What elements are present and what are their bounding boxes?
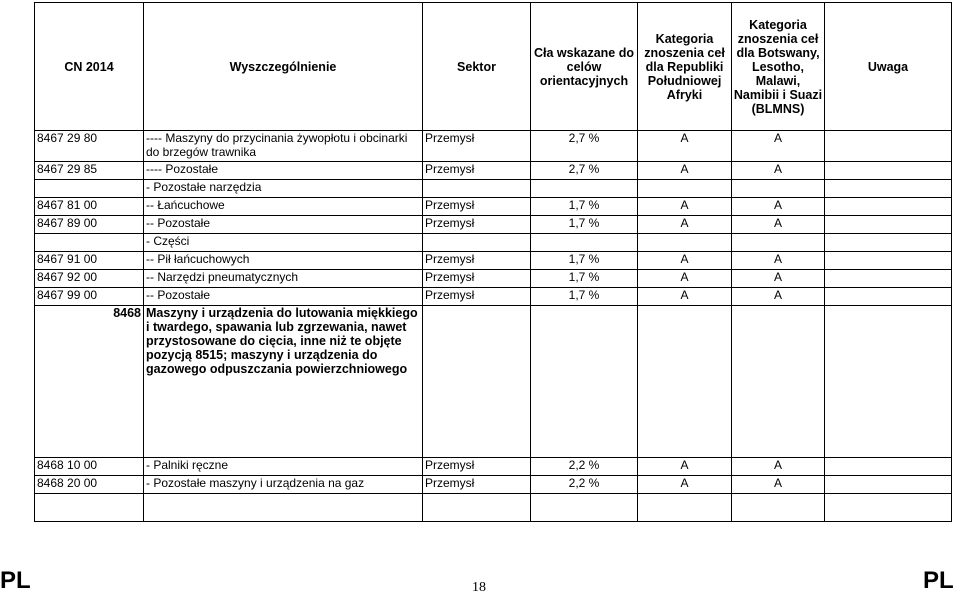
cell-sector bbox=[423, 306, 531, 458]
cell-remarks bbox=[825, 288, 952, 306]
cell-base-rate: 2,2 % bbox=[531, 458, 638, 476]
cell-description: - Pozostałe maszyny i urządzenia na gaz bbox=[144, 476, 423, 494]
cell-base-rate bbox=[531, 494, 638, 522]
cell-sector: Przemysł bbox=[423, 458, 531, 476]
header-category-south-africa: Kategoria znoszenia ceł dla Republiki Południowej Afryki bbox=[638, 3, 732, 131]
cell-sector: Przemysł bbox=[423, 476, 531, 494]
cell-cn: 8468 bbox=[35, 306, 144, 458]
cell-description: -- Pił łańcuchowych bbox=[144, 252, 423, 270]
cell-cn bbox=[35, 234, 144, 252]
cell-remarks bbox=[825, 252, 952, 270]
header-remarks: Uwaga bbox=[825, 3, 952, 131]
cell-category-blmns: A bbox=[732, 252, 825, 270]
cell-sector: Przemysł bbox=[423, 288, 531, 306]
cell-sector: Przemysł bbox=[423, 162, 531, 180]
cell-category-blmns bbox=[732, 494, 825, 522]
cell-category-blmns: A bbox=[732, 476, 825, 494]
table-row bbox=[35, 306, 952, 458]
page-number: 18 bbox=[472, 580, 486, 595]
cell-cn: 8468 10 00 bbox=[35, 458, 144, 476]
cell-base-rate: 1,7 % bbox=[531, 288, 638, 306]
table-row bbox=[35, 216, 952, 234]
cell-remarks bbox=[825, 494, 952, 522]
cell-base-rate: 1,7 % bbox=[531, 216, 638, 234]
cell-description: -- Pozostałe bbox=[144, 216, 423, 234]
table-row bbox=[35, 131, 952, 162]
cell-description: - Części bbox=[144, 234, 423, 252]
cell-description: ---- Maszyny do przycinania żywopłotu i obcinarki do brzegów trawnika bbox=[144, 131, 423, 162]
table-row bbox=[35, 494, 952, 522]
cell-sector: Przemysł bbox=[423, 198, 531, 216]
table-row bbox=[35, 198, 952, 216]
cell-base-rate: 2,7 % bbox=[531, 162, 638, 180]
cell-base-rate bbox=[531, 234, 638, 252]
cell-cn bbox=[35, 494, 144, 522]
cell-cn: 8468 20 00 bbox=[35, 476, 144, 494]
table-row bbox=[35, 234, 952, 252]
cell-cn: 8467 92 00 bbox=[35, 270, 144, 288]
cell-category-blmns: A bbox=[732, 288, 825, 306]
cell-category-blmns: A bbox=[732, 162, 825, 180]
footer-language-code-left: PL bbox=[0, 567, 31, 594]
cell-category-south-africa bbox=[638, 234, 732, 252]
cell-description: - Palniki ręczne bbox=[144, 458, 423, 476]
cell-remarks bbox=[825, 131, 952, 162]
table-body bbox=[35, 131, 952, 522]
cell-category-south-africa bbox=[638, 180, 732, 198]
cell-remarks bbox=[825, 306, 952, 458]
cell-category-south-africa: A bbox=[638, 252, 732, 270]
cell-cn: 8467 81 00 bbox=[35, 198, 144, 216]
cell-description bbox=[144, 494, 423, 522]
cell-category-south-africa bbox=[638, 306, 732, 458]
cell-remarks bbox=[825, 458, 952, 476]
cell-category-south-africa: A bbox=[638, 270, 732, 288]
tariff-table bbox=[34, 2, 952, 522]
cell-base-rate: 1,7 % bbox=[531, 198, 638, 216]
cell-base-rate: 2,7 % bbox=[531, 131, 638, 162]
cell-base-rate bbox=[531, 306, 638, 458]
cell-description: -- Pozostałe bbox=[144, 288, 423, 306]
cell-base-rate bbox=[531, 180, 638, 198]
cell-category-blmns: A bbox=[732, 198, 825, 216]
cell-sector bbox=[423, 234, 531, 252]
header-category-blmns: Kategoria znoszenia ceł dla Botswany, Lesotho, Malawi, Namibii i Suazi (BLMNS) bbox=[732, 3, 825, 131]
cell-remarks bbox=[825, 180, 952, 198]
cell-sector: Przemysł bbox=[423, 216, 531, 234]
cell-description: -- Łańcuchowe bbox=[144, 198, 423, 216]
cell-base-rate: 1,7 % bbox=[531, 252, 638, 270]
cell-category-south-africa: A bbox=[638, 162, 732, 180]
header-row bbox=[35, 3, 952, 131]
cell-cn: 8467 99 00 bbox=[35, 288, 144, 306]
header-sector: Sektor bbox=[423, 3, 531, 131]
cell-sector: Przemysł bbox=[423, 131, 531, 162]
cell-sector: Przemysł bbox=[423, 270, 531, 288]
cell-remarks bbox=[825, 198, 952, 216]
cell-cn: 8467 91 00 bbox=[35, 252, 144, 270]
header-base-rate: Cła wskazane do celów orientacyjnych bbox=[531, 3, 638, 131]
footer-language-code-right: PL bbox=[923, 567, 954, 594]
cell-cn bbox=[35, 180, 144, 198]
cell-category-blmns: A bbox=[732, 216, 825, 234]
cell-cn: 8467 29 80 bbox=[35, 131, 144, 162]
header-cn: CN 2014 bbox=[35, 3, 144, 131]
table-row bbox=[35, 162, 952, 180]
cell-description: - Pozostałe narzędzia bbox=[144, 180, 423, 198]
cell-sector bbox=[423, 180, 531, 198]
cell-category-blmns bbox=[732, 306, 825, 458]
cell-remarks bbox=[825, 270, 952, 288]
cell-cn: 8467 89 00 bbox=[35, 216, 144, 234]
table-row bbox=[35, 476, 952, 494]
cell-remarks bbox=[825, 234, 952, 252]
table-row bbox=[35, 458, 952, 476]
cell-category-south-africa: A bbox=[638, 198, 732, 216]
cell-base-rate: 2,2 % bbox=[531, 476, 638, 494]
cell-category-blmns bbox=[732, 180, 825, 198]
table-row bbox=[35, 252, 952, 270]
cell-category-south-africa bbox=[638, 494, 732, 522]
cell-remarks bbox=[825, 476, 952, 494]
cell-description: ---- Pozostałe bbox=[144, 162, 423, 180]
cell-category-blmns: A bbox=[732, 131, 825, 162]
cell-category-south-africa: A bbox=[638, 216, 732, 234]
cell-cn: 8467 29 85 bbox=[35, 162, 144, 180]
cell-category-south-africa: A bbox=[638, 131, 732, 162]
table-row bbox=[35, 288, 952, 306]
cell-remarks bbox=[825, 216, 952, 234]
cell-category-blmns bbox=[732, 234, 825, 252]
header-description: Wyszczególnienie bbox=[144, 3, 423, 131]
cell-category-south-africa: A bbox=[638, 288, 732, 306]
cell-sector bbox=[423, 494, 531, 522]
cell-category-blmns: A bbox=[732, 270, 825, 288]
cell-remarks bbox=[825, 162, 952, 180]
table-row bbox=[35, 270, 952, 288]
cell-sector: Przemysł bbox=[423, 252, 531, 270]
cell-description: Maszyny i urządzenia do lutowania miękkiego i twardego, spawania lub zgrzewania, nawet przystosowane do cięcia, inne niż te objęte pozycją 8515; maszyny i urządzenia do gazowego odpuszczania powierzchniowego bbox=[144, 306, 423, 458]
cell-category-blmns: A bbox=[732, 458, 825, 476]
cell-category-south-africa: A bbox=[638, 476, 732, 494]
table-row bbox=[35, 180, 952, 198]
cell-description: -- Narzędzi pneumatycznych bbox=[144, 270, 423, 288]
cell-base-rate: 1,7 % bbox=[531, 270, 638, 288]
cell-category-south-africa: A bbox=[638, 458, 732, 476]
